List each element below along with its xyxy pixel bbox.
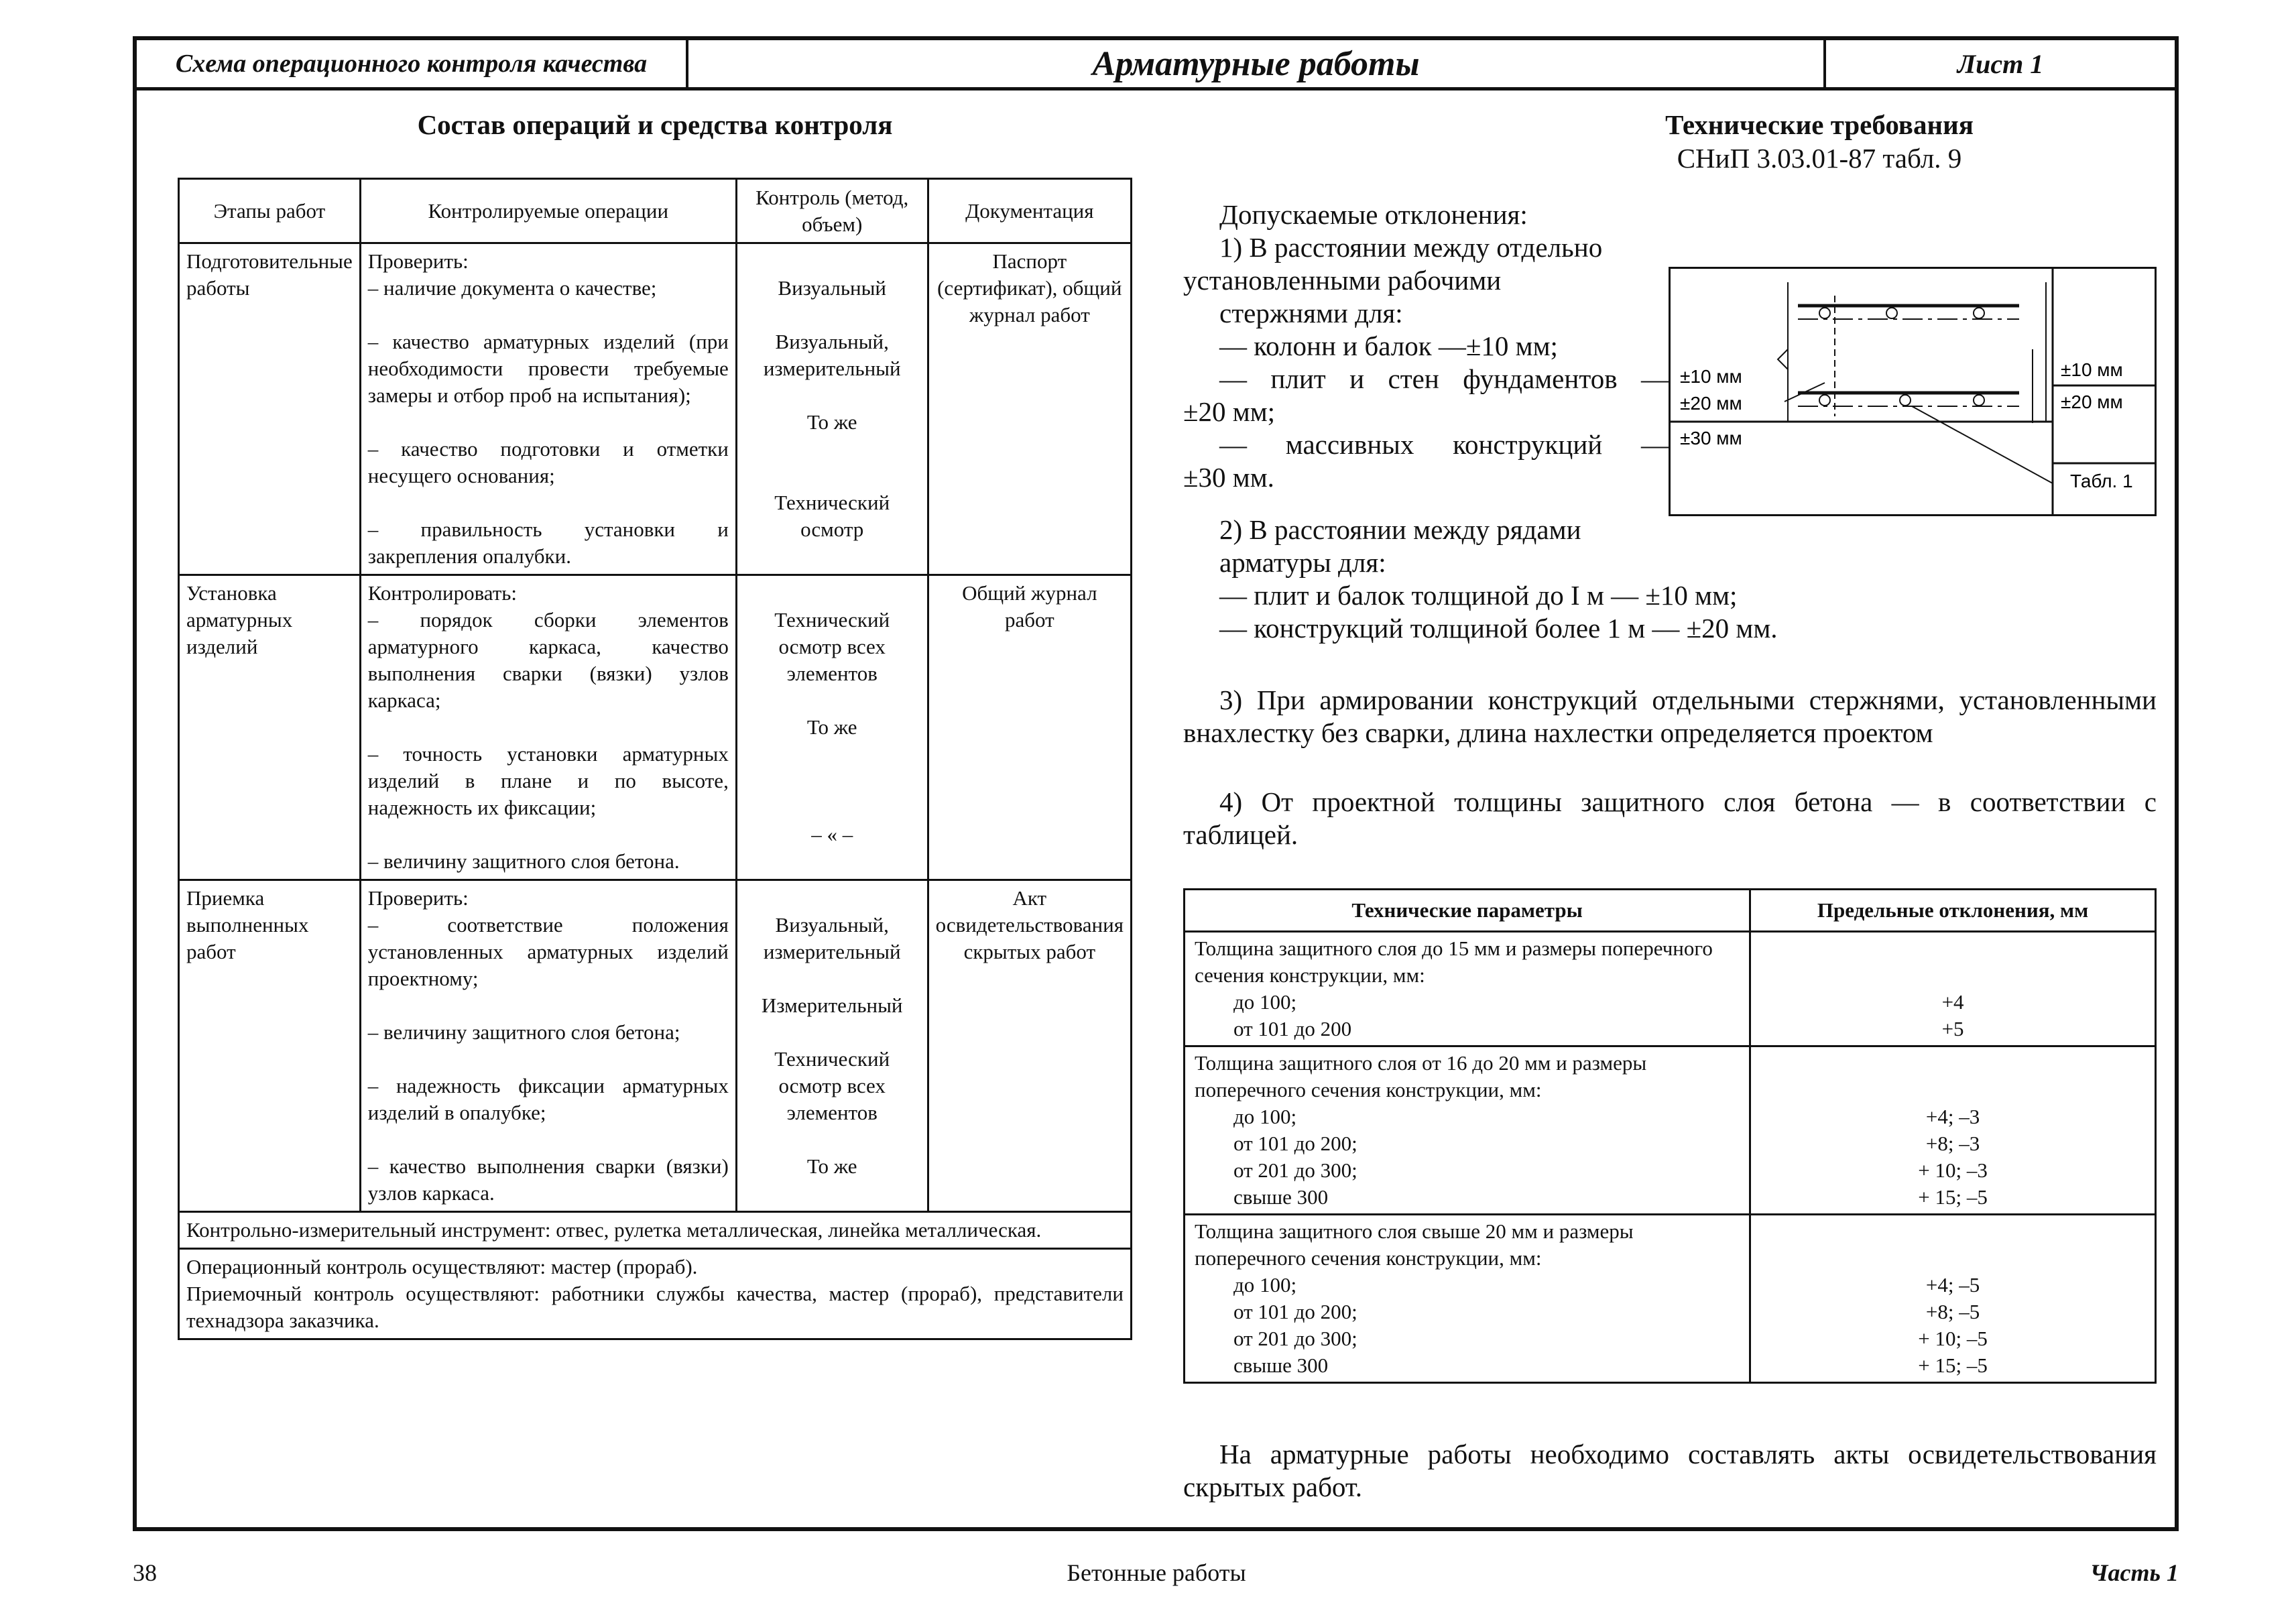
method-item: То же bbox=[806, 410, 857, 434]
param-item: до 100; bbox=[1233, 990, 1297, 1014]
operations-cell bbox=[360, 880, 736, 1212]
header-sheet: Лист 1 bbox=[1957, 48, 2044, 79]
method-cell bbox=[736, 243, 928, 575]
right-title: Технические требования bbox=[1665, 109, 1974, 140]
op-item: – точность установки арматурных изделий в плане и по высоте, надежность их фиксации; bbox=[367, 742, 729, 819]
value-item: +4 bbox=[1941, 990, 1964, 1014]
value-cell bbox=[1750, 1215, 2156, 1383]
op-item: – надежность фиксации арматурных изделий в опалубке; bbox=[367, 1074, 729, 1124]
op-item: – наличие документа о качестве; bbox=[367, 276, 657, 300]
value-item: + 15; –5 bbox=[1918, 1354, 1988, 1377]
col-header: Документация bbox=[928, 179, 1131, 243]
op-item: – соответствие положения установленных арматурных изделий проектному; bbox=[367, 913, 729, 990]
value-cell bbox=[1750, 1046, 2156, 1215]
value-item: + 15; –5 bbox=[1918, 1185, 1988, 1209]
text-line: 2) В расстоянии между рядами bbox=[1219, 514, 1581, 545]
stage-cell: Установка арматурных изделий bbox=[179, 575, 361, 880]
param-item: от 201 до 300; bbox=[1233, 1158, 1357, 1182]
col-header: Этапы работ bbox=[179, 179, 361, 243]
page-frame bbox=[133, 36, 2179, 1531]
col-header: Контролируемые операции bbox=[360, 179, 736, 243]
fig-label: ±30 мм bbox=[1680, 428, 1742, 448]
value-item: +8; –3 bbox=[1925, 1132, 1980, 1155]
value-item: +5 bbox=[1941, 1017, 1964, 1040]
method-item: Визуальный bbox=[778, 276, 887, 300]
table-row bbox=[1185, 1215, 2156, 1383]
operations-cell bbox=[360, 243, 736, 575]
method-item: Технический осмотр bbox=[774, 491, 890, 541]
param-cell bbox=[1185, 1215, 1750, 1383]
fig-label: ±20 мм bbox=[1680, 393, 1742, 414]
col-header: Технические параметры bbox=[1185, 890, 1750, 932]
param-cell bbox=[1185, 932, 1750, 1046]
footer-part: Часть 1 bbox=[2090, 1559, 2179, 1586]
value-cell bbox=[1750, 932, 2156, 1046]
doc-cell: Акт освидетельствования скрытых работ bbox=[928, 880, 1131, 1212]
param-cell bbox=[1185, 1046, 1750, 1215]
header-bar bbox=[137, 40, 2175, 91]
doc-cell: Общий журнал работ bbox=[928, 575, 1131, 880]
param-item: свыше 300 bbox=[1233, 1185, 1329, 1209]
ops-intro: Проверить: bbox=[367, 886, 469, 910]
param-item: до 100; bbox=[1233, 1273, 1297, 1297]
op-item: – качество выполнения сварки (вязки) узлов каркаса. bbox=[367, 1154, 729, 1205]
method-item: Измерительный bbox=[761, 994, 903, 1017]
param-item: до 100; bbox=[1233, 1105, 1297, 1128]
op-item: – качество арматурных изделий (при необходимости провести требуемые замеры и отбор проб на испытания); bbox=[367, 330, 729, 407]
text-line: арматуры для: bbox=[1219, 547, 1386, 578]
method-item: Технический осмотр всех элементов bbox=[774, 608, 890, 685]
method-item: – « – bbox=[811, 823, 853, 846]
method-item: Визуальный, измерительный bbox=[763, 330, 901, 380]
param-item: свыше 300 bbox=[1233, 1354, 1329, 1377]
control-line: Операционный контроль осуществляют: мастер (прораб). bbox=[186, 1255, 698, 1278]
right-subtitle: СНиП 3.03.01-87 табл. 9 bbox=[1677, 143, 1962, 174]
stage-cell: Подготовительные работы bbox=[179, 243, 361, 575]
method-item: Технический осмотр всех элементов bbox=[774, 1047, 890, 1124]
table-row bbox=[1185, 932, 2156, 1046]
text-line: — плит и стен фундаментов — bbox=[1219, 363, 1669, 394]
text-line: — колонн и балок —±10 мм; bbox=[1219, 330, 1558, 361]
page-number: 38 bbox=[133, 1559, 157, 1586]
text-line: — конструкций толщиной более 1 м — ±20 мм. bbox=[1219, 613, 1778, 644]
method-item: То же bbox=[806, 715, 857, 739]
value-item: + 10; –3 bbox=[1918, 1158, 1988, 1182]
fig-label: ±10 мм bbox=[1680, 366, 1742, 387]
stage-cell: Приемка выполненных работ bbox=[179, 880, 361, 1212]
method-item: То же bbox=[806, 1154, 857, 1178]
op-item: – величину защитного слоя бетона. bbox=[367, 849, 680, 873]
param-item: от 201 до 300; bbox=[1233, 1327, 1357, 1350]
table-row bbox=[179, 1212, 1132, 1249]
operations-table bbox=[178, 178, 1132, 1340]
op-item: – качество подготовки и отметки несущего основания; bbox=[367, 437, 729, 487]
value-item: +8; –5 bbox=[1925, 1300, 1980, 1323]
value-item: +4; –3 bbox=[1925, 1105, 1980, 1128]
text-line: — массивных конструкций — bbox=[1219, 429, 1669, 460]
param-item: от 101 до 200; bbox=[1233, 1300, 1357, 1323]
closing-paragraph: На арматурные работы необходимо составлять акты освидетельствования скрытых работ. bbox=[1183, 1439, 2157, 1502]
table-row bbox=[179, 880, 1132, 1212]
value-item: + 10; –5 bbox=[1918, 1327, 1988, 1350]
col-header: Контроль (метод, объем) bbox=[736, 179, 928, 243]
tolerance-table bbox=[1183, 888, 2157, 1384]
method-cell bbox=[736, 880, 928, 1212]
left-title: Состав операций и средства контроля bbox=[417, 109, 893, 140]
fig-label: ±20 мм bbox=[2061, 392, 2123, 412]
paragraph-3: 3) При армировании конструкций отдельными стержнями, установленными внахлестку без сварки, длина нахлестки определяется проектом bbox=[1183, 684, 2157, 748]
method-cell bbox=[736, 575, 928, 880]
table-row bbox=[179, 1249, 1132, 1339]
col-header: Предельные отклонения, мм bbox=[1750, 890, 2156, 932]
tolerance-figure bbox=[1669, 267, 2157, 516]
fig-label: ±10 мм bbox=[2061, 359, 2123, 380]
header-left: Схема операционного контроля качества bbox=[137, 40, 688, 87]
instrument-cell: Контрольно-измерительный инструмент: отвес, рулетка металлическая, линейка металлическая. bbox=[179, 1212, 1132, 1249]
param-title: Толщина защитного слоя до 15 мм и размеры поперечного сечения конструкции, мм: bbox=[1195, 937, 1713, 987]
op-item: – правильность установки и закрепления опалубки. bbox=[367, 518, 729, 568]
method-item: Визуальный, измерительный bbox=[763, 913, 901, 963]
param-title: Толщина защитного слоя от 16 до 20 мм и размеры поперечного сечения конструкции, мм: bbox=[1195, 1051, 1647, 1101]
table-row bbox=[1185, 1046, 2156, 1215]
param-item: от 101 до 200; bbox=[1233, 1132, 1357, 1155]
text-line: Допускаемые отклонения: bbox=[1219, 199, 1528, 230]
control-line: Приемочный контроль осуществляют: работники службы качества, мастер (прораб), представители технадзора заказчика. bbox=[186, 1282, 1124, 1332]
text-line: 1) В расстоянии между отдельно bbox=[1219, 232, 1603, 263]
footer-title: Бетонные работы bbox=[1067, 1559, 1246, 1586]
op-item: – величину защитного слоя бетона; bbox=[367, 1020, 680, 1044]
param-title: Толщина защитного слоя свыше 20 мм и размеры поперечного сечения конструкции, мм: bbox=[1195, 1219, 1634, 1270]
fig-caption: Табл. 1 bbox=[2070, 471, 2133, 491]
ops-intro: Проверить: bbox=[367, 249, 469, 273]
control-cell bbox=[179, 1249, 1132, 1339]
table-row bbox=[179, 243, 1132, 575]
table-row bbox=[179, 575, 1132, 880]
header-title: Арматурные работы bbox=[688, 40, 1826, 87]
text-line: установленными рабочими bbox=[1183, 265, 1502, 296]
param-item: от 101 до 200 bbox=[1233, 1017, 1352, 1040]
ops-intro: Контролировать: bbox=[367, 581, 518, 605]
text-line: стержнями для: bbox=[1219, 298, 1403, 328]
paragraph-4: 4) От проектной толщины защитного слоя бетона — в соответствии с таблицей. bbox=[1183, 786, 2157, 850]
text-line: ±20 мм; bbox=[1183, 396, 1276, 427]
op-item: – порядок сборки элементов арматурного каркаса, качество выполнения сварки (вязки) узлов каркаса; bbox=[367, 608, 729, 712]
text-line: ±30 мм. bbox=[1183, 462, 1274, 493]
rebar-diagram bbox=[1671, 269, 2155, 514]
value-item: +4; –5 bbox=[1925, 1273, 1980, 1297]
text-line: — плит и балок толщиной до I м — ±10 мм; bbox=[1219, 580, 1738, 611]
doc-cell: Паспорт (сертификат), общий журнал работ bbox=[928, 243, 1131, 575]
operations-cell bbox=[360, 575, 736, 880]
